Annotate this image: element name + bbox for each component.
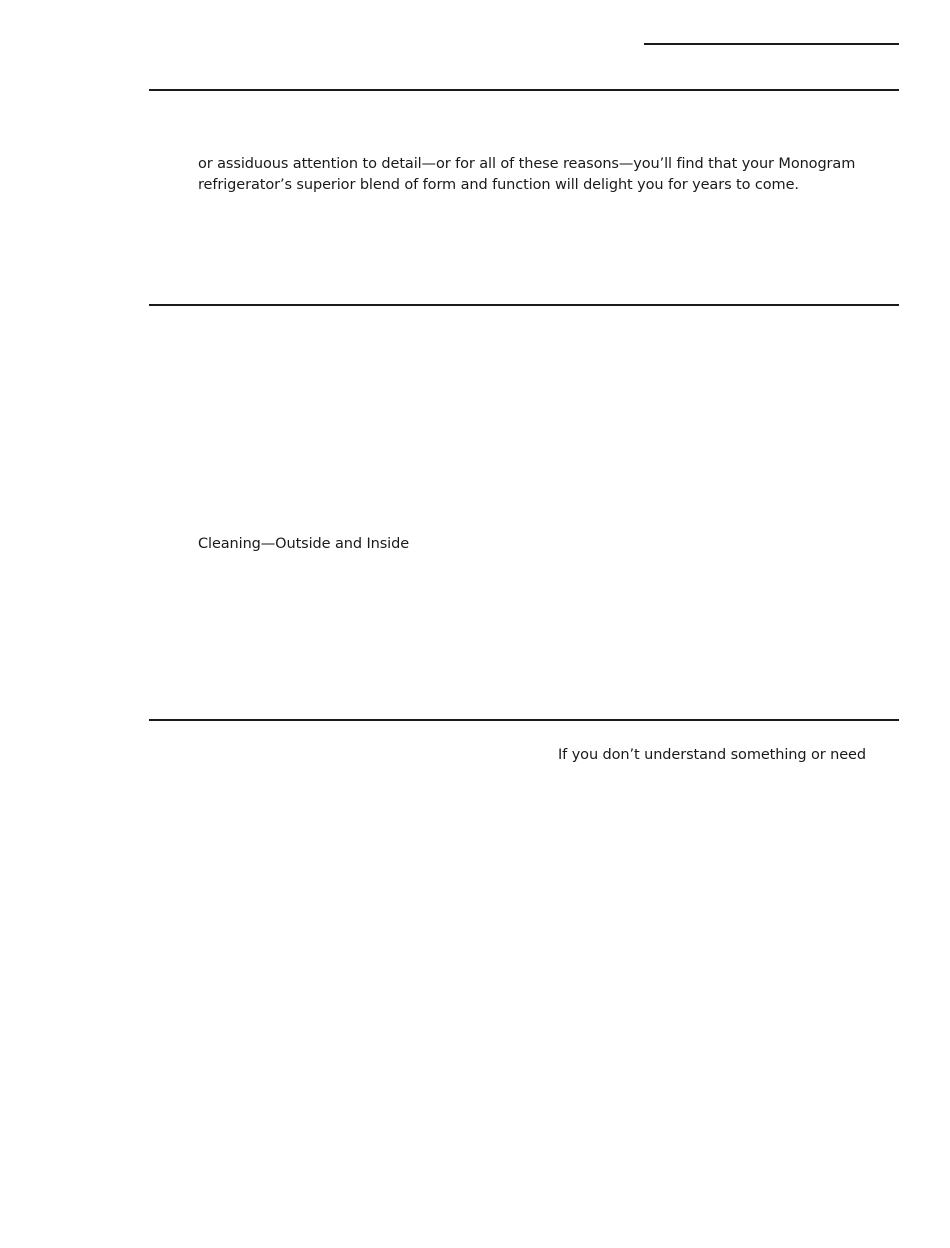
section-divider-3 <box>149 719 899 721</box>
contents-item-cleaning: Cleaning—Outside and Inside <box>198 536 410 552</box>
header-rule-short <box>644 43 899 45</box>
intro-paragraph-line-1: or assiduous attention to detail—or for all of these reasons—you’ll find that your Monogram <box>198 156 856 172</box>
section-divider-1 <box>149 89 899 91</box>
section-divider-2 <box>149 304 899 306</box>
intro-paragraph-line-2: refrigerator’s superior blend of form and function will delight you for years to come. <box>198 177 799 193</box>
help-paragraph: If you don’t understand something or need <box>558 747 866 763</box>
